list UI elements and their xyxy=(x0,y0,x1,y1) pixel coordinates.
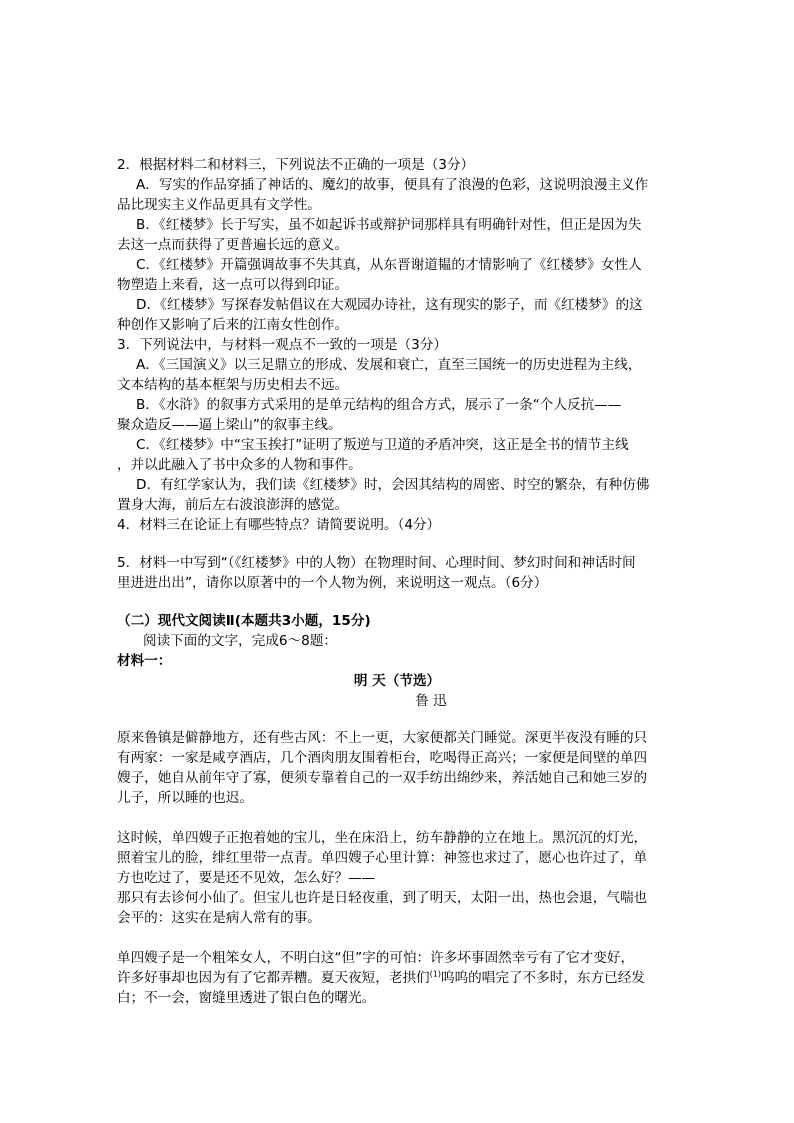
paragraph-2-line: 方也吃过了，要是还不见效，怎么好？—— xyxy=(117,870,376,886)
paragraph-1-line: 嫂子，她自从前年守了寡，便须专靠着自己的一双手纺出绵纱来，养活她自己和她三岁的 xyxy=(117,770,648,786)
question-2-option-d-line1: D．《红楼梦》写探春发帖倡议在大观园办诗社，这有现实的影子，而《红楼梦》的这 xyxy=(136,297,643,313)
question-2-option-b-line2: 去这一点而获得了更普遍长远的意义。 xyxy=(117,237,349,253)
paragraph-3-line xyxy=(117,968,645,988)
material-label: 材料一： xyxy=(117,653,172,669)
question-3-stem: 3．下列说法中，与材料一观点不一致的一项是（3分） xyxy=(117,337,447,353)
question-3-option-b-line2: 聚众造反——逼上梁山”的叙事主线。 xyxy=(117,417,342,433)
text-author: 鲁 迅 xyxy=(415,693,447,709)
paragraph-3-line2-end: 呜呜的唱完了不多时，东方已经发 xyxy=(441,970,645,986)
paragraph-2-line: 会平的：这实在是病人常有的事。 xyxy=(117,910,321,926)
paragraph-1-line: 有两家：一家是咸亨酒店，几个酒肉朋友围着柜台，吃喝得正高兴；一家便是间壁的单四 xyxy=(117,750,648,766)
paragraph-2-line: 那只有去诊何小仙了。但宝儿也许是日轻夜重，到了明天，太阳一出，热也会退，气喘也 xyxy=(117,890,648,906)
section-instruction: 阅读下面的文字，完成6～8题： xyxy=(143,633,338,649)
question-3-option-d-line2: 置身大海，前后左右波浪澎湃的感觉。 xyxy=(117,497,349,513)
question-2-option-a-line1: A．写实的作品穿插了神话的、魔幻的故事，便具有了浪漫的色彩，这说明浪漫主义作 xyxy=(136,177,649,193)
question-3-option-a-line2: 文本结构的基本框架与历史相去不远。 xyxy=(117,377,349,393)
question-3-option-d-line1: D．有红学家认为，我们读《红楼梦》时，会因其结构的周密、时空的繁杂，有种仿佛 xyxy=(136,477,650,493)
question-2-option-c-line1: C．《红楼梦》开篇强调故事不失其真，从东晋谢道韫的才情影响了《红楼梦》女性人 xyxy=(136,257,642,273)
question-2-option-c-line2: 物塑造上来看，这一点可以得到印证。 xyxy=(117,277,349,293)
footnote-marker: (1) xyxy=(429,969,441,979)
question-5-line2: 里进进出出”，请你以原著中的一个人物为例，来说明这一观点。（6分） xyxy=(117,575,548,591)
question-3-option-c-line1: C．《红楼梦》中“宝玉挨打”证明了叛逆与卫道的矛盾冲突，这正是全书的情节主线 xyxy=(136,437,629,453)
question-2-option-b-line1: B．《红楼梦》长于写实，虽不如起诉书或辩护词那样具有明确针对性，但正是因为失 xyxy=(136,217,642,233)
paragraph-1-line: 儿子，所以睡的也迟。 xyxy=(117,790,253,806)
question-2-option-a-line2: 品比现实主义作品更具有文学性。 xyxy=(117,197,321,213)
section-heading: （二）现代文阅读Ⅱ(本题共3小题，15分) xyxy=(117,613,371,629)
question-3-option-c-line2: ，并以此融入了书中众多的人物和事件。 xyxy=(117,457,362,473)
paragraph-2-line: 这时候，单四嫂子正抱着她的宝儿，坐在床沿上，纺车静静的立在地上。黑沉沉的灯光， xyxy=(117,830,648,846)
text-title: 明 天（节选） xyxy=(353,673,441,689)
question-4: 4．材料三在论证上有哪些特点？请简要说明。（4分） xyxy=(117,517,441,533)
paragraph-3-line: 白；不一会，窗缝里透进了银白色的曙光。 xyxy=(117,990,376,1006)
paragraph-1-line: 原来鲁镇是僻静地方，还有些古风：不上一更，大家便都关门睡觉。深更半夜没有睡的只 xyxy=(117,730,648,746)
question-3-option-a-line1: A．《三国演义》以三足鼎立的形成、发展和衰亡，直至三国统一的历史进程为主线， xyxy=(136,357,642,373)
question-3-option-b-line1: B．《水浒》的叙事方式采用的是单元结构的组合方式，展示了一条“个人反抗—— xyxy=(136,397,622,413)
question-2-stem: 2．根据材料二和材料三，下列说法不正确的一项是（3分） xyxy=(117,157,475,173)
question-5-line1: 5．材料一中写到“（《红楼梦》中的人物）在物理时间、心理时间、梦幻时间和神话时间 xyxy=(117,555,636,571)
paragraph-2-line: 照着宝儿的脸，绯红里带一点青。单四嫂子心里计算：神签也求过了，愿心也许过了，单 xyxy=(117,850,648,866)
paragraph-3-line2-start: 许多好事却也因为有了它都弄糟。夏天夜短，老拱们 xyxy=(117,970,430,986)
paragraph-3-line: 单四嫂子是一个粗笨女人，不明白这“但”字的可怕：许多坏事固然幸亏有了它才变好， xyxy=(117,950,635,966)
question-2-option-d-line2: 种创作又影响了后来的江南女性创作。 xyxy=(117,317,349,333)
